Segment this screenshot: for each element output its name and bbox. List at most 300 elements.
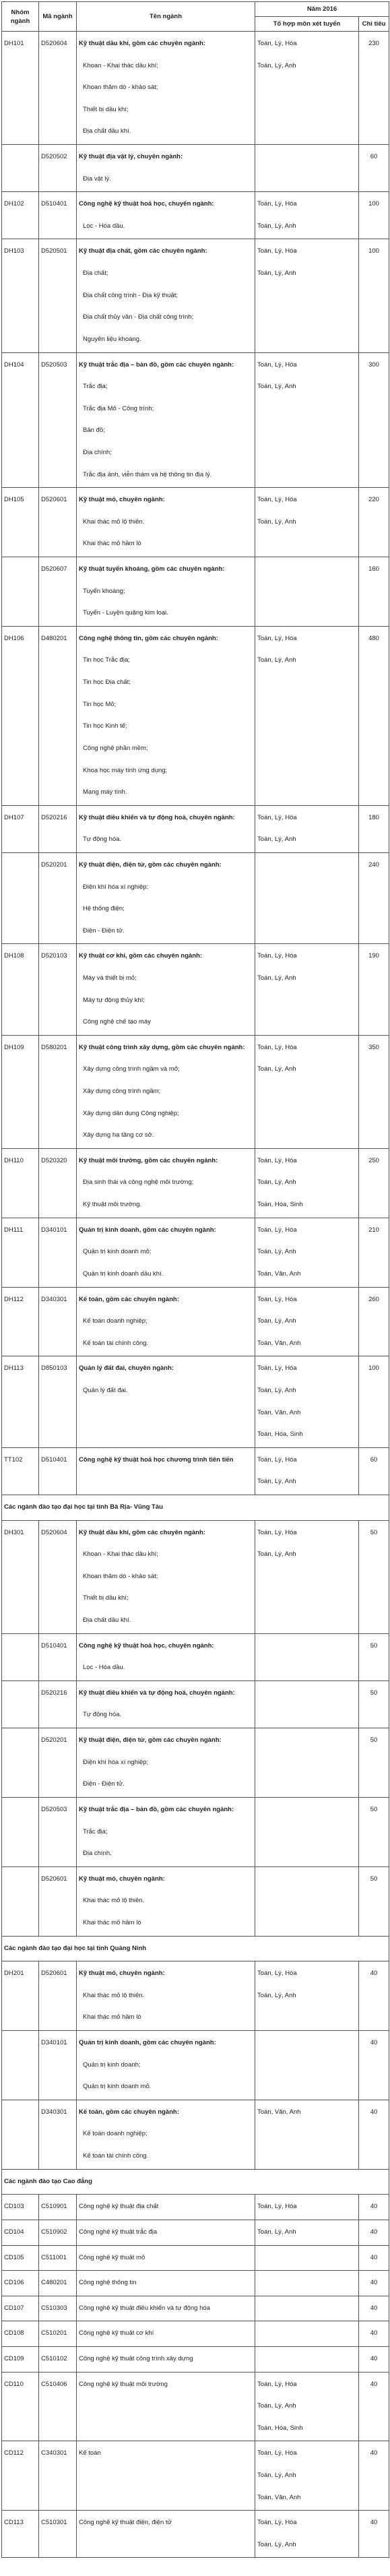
group-code	[2, 1680, 39, 1728]
subject-combo: Toán, Lý, Hóa	[257, 247, 297, 255]
major-code: C510406	[39, 2372, 77, 2441]
subject-combo: Toán, Lý, Hóa	[257, 1156, 297, 1164]
quota: 160	[359, 557, 389, 627]
quota: 60	[359, 145, 389, 192]
subject-combos	[255, 1356, 359, 1447]
group-code: DH301	[2, 1520, 39, 1633]
subject-combo: Toán, Lý, Anh	[257, 1386, 296, 1394]
quota: 300	[359, 352, 389, 488]
group-code: CD103	[2, 2195, 39, 2220]
specialization-item: Quản trị kinh doanh mỏ;	[83, 1248, 152, 1256]
quota: 40	[359, 2296, 389, 2321]
subject-combo: Toán, Lý, Hóa	[257, 1295, 297, 1303]
table-row	[2, 1218, 389, 1287]
major-name	[77, 805, 255, 852]
subject-combo: Toán, Lý, Anh	[257, 1317, 296, 1325]
specialization-item: Kế toán tài chính công.	[83, 1339, 149, 1347]
major-title: Kỹ thuật cơ khí, gồm các chuyên ngành:	[79, 952, 203, 960]
specialization-item: Lọc - Hóa dầu.	[83, 222, 125, 230]
group-code: DH104	[2, 352, 39, 488]
section-label: Các ngành đào tạo đại học tại tỉnh Bà Rịa- Vũng Tàu	[2, 1495, 389, 1521]
table-row	[2, 1866, 389, 1936]
group-code: CD108	[2, 2321, 39, 2347]
subject-combos	[255, 1728, 359, 1798]
major-code: D520601	[39, 488, 77, 557]
subject-combos	[255, 1961, 359, 2031]
major-code: D520604	[39, 32, 77, 145]
table-row	[2, 2511, 389, 2558]
subject-combo: Toán, Lý, Anh	[257, 1991, 296, 1999]
subject-combos	[255, 1287, 359, 1356]
subject-combo: Toán, Lý, Anh	[257, 836, 296, 844]
major-title: Kỹ thuật mỏ, chuyên ngành:	[79, 496, 165, 504]
major-code: D520501	[39, 239, 77, 352]
major-name	[77, 1633, 255, 1680]
major-title: Kỹ thuật trắc địa – bản đồ, gồm các chuyên ngành:	[79, 1805, 234, 1813]
specialization-item: Tin học Kinh tế;	[83, 722, 127, 730]
major-code: D340301	[39, 1287, 77, 1356]
specialization-item: Kế toán doanh nghiệp;	[83, 1317, 148, 1325]
quota: 40	[359, 2346, 389, 2372]
specialization-item: Điện - Điện tử.	[83, 1780, 125, 1788]
group-code: DH101	[2, 32, 39, 145]
specialization-item: Khoan - Khai thác dầu khí;	[83, 1550, 158, 1559]
quota: 100	[359, 192, 389, 239]
header-year: Năm 2016	[255, 2, 389, 17]
major-name	[77, 2372, 255, 2441]
major-name	[77, 2195, 255, 2220]
table-row	[2, 1728, 389, 1798]
subject-combo: Toán, Lý, Hóa	[257, 1455, 297, 1464]
major-code: D520320	[39, 1148, 77, 1218]
major-name	[77, 1447, 255, 1495]
specialization-item: Tin học Trắc địa;	[83, 656, 130, 664]
major-code: D340101	[39, 1218, 77, 1287]
table-row	[2, 1961, 389, 2031]
table-row	[2, 2031, 389, 2100]
subject-combo: Toán, Lý, Hóa	[257, 40, 297, 47]
table-row	[2, 1633, 389, 1680]
specialization-item: Thiết bị dầu khí;	[83, 105, 129, 113]
quota: 40	[359, 2220, 389, 2245]
specialization-item: Hệ thống điện;	[83, 905, 125, 913]
major-title: Kỹ thuật điều khiển và tự động hoá, chuyên ngành:	[79, 1689, 235, 1697]
table-row	[2, 1797, 389, 1866]
specialization-item: Địa chất công trình - Địa kỹ thuật;	[83, 291, 178, 299]
specialization-item: Kế toán tài chính công.	[83, 2152, 149, 2160]
major-title: Kỹ thuật địa chất, gồm các chuyên ngành:	[79, 247, 207, 255]
subject-combos	[255, 1447, 359, 1495]
major-code: D520503	[39, 1797, 77, 1866]
major-code: C510303	[39, 2296, 77, 2321]
quota: 100	[359, 1356, 389, 1447]
table-row	[2, 352, 389, 488]
subject-combos	[255, 488, 359, 557]
subject-combos	[255, 32, 359, 145]
quota: 260	[359, 1287, 389, 1356]
major-code: D480201	[39, 626, 77, 805]
subject-combos	[255, 2441, 359, 2511]
specialization-item: Địa chất thủy văn - Địa chất công trình;	[83, 313, 194, 321]
table-body	[2, 32, 389, 2558]
major-name	[77, 2511, 255, 2558]
subject-combo: Toán, Văn, Anh	[257, 2493, 301, 2501]
subject-combos	[255, 1866, 359, 1936]
major-name	[77, 239, 255, 352]
subject-combo: Toán, Lý, Anh	[257, 2228, 296, 2236]
quota: 40	[359, 2031, 389, 2100]
major-name	[77, 1728, 255, 1798]
specialization-item: Điện khí hóa xí nghiệp;	[83, 1758, 149, 1766]
group-code: DH113	[2, 1356, 39, 1447]
specialization-item: Nguyên liệu khoáng.	[83, 335, 141, 343]
group-code: CD113	[2, 2511, 39, 2558]
table-row	[2, 1680, 389, 1728]
major-code: D340101	[39, 2031, 77, 2100]
major-code: C510901	[39, 2195, 77, 2220]
specialization-item: Xây dựng công trình ngầm;	[83, 1088, 161, 1096]
subject-combo: Toán, Lý, Anh	[257, 2402, 296, 2410]
group-code: DH103	[2, 239, 39, 352]
major-title: Kế toán, gồm các chuyên ngành:	[79, 2108, 179, 2116]
specialization-item: Điện - Điện tử.	[83, 926, 125, 935]
major-name	[77, 2271, 255, 2296]
major-title: Kỹ thuật điều khiển và tự động hoá, chuyên ngành:	[79, 813, 235, 821]
quota: 40	[359, 2372, 389, 2441]
specialization-item: Địa chính.	[83, 1850, 112, 1858]
section-row	[2, 1936, 389, 1961]
specialization-item: Địa chất;	[83, 270, 108, 278]
major-title: Kỹ thuật địa vật lý, chuyên ngành:	[79, 153, 183, 161]
major-title: Công nghệ kỹ thuật công trình xây dựng	[79, 2354, 193, 2362]
specialization-item: Khai thác mỏ lộ thiên.	[83, 1991, 145, 1999]
specialization-item: Tin học Mỏ;	[83, 700, 117, 708]
major-title: Kỹ thuật tuyển khoáng, gồm các chuyên ngành:	[79, 565, 225, 573]
major-code: C480201	[39, 2271, 77, 2296]
table-row	[2, 2346, 389, 2372]
specialization-item: Địa vật lý.	[83, 175, 111, 183]
quota: 240	[359, 852, 389, 943]
major-title: Kỹ thuật dầu khí, gồm các chuyên ngành:	[79, 1528, 205, 1536]
major-name	[77, 2321, 255, 2347]
subject-combos	[255, 2031, 359, 2100]
major-code: D510401	[39, 192, 77, 239]
major-name	[77, 2346, 255, 2372]
table-row	[2, 2372, 389, 2441]
specialization-item: Khai thác mỏ hầm lò	[83, 2013, 141, 2021]
major-name	[77, 32, 255, 145]
major-title: Công nghệ kỹ thuật cơ khí	[79, 2329, 154, 2337]
specialization-item: Mạng máy tính.	[83, 788, 127, 796]
major-name	[77, 2031, 255, 2100]
group-code	[2, 2031, 39, 2100]
subject-combo: Toán, Lý, Anh	[257, 1248, 296, 1256]
subject-combo: Toán, Lý, Anh	[257, 2471, 296, 2479]
group-code: TT102	[2, 1447, 39, 1495]
specialization-item: Xây dựng dân dụng Công nghiệp;	[83, 1109, 179, 1117]
table-row	[2, 488, 389, 557]
major-name	[77, 557, 255, 627]
specialization-item: Quản trị kinh doanh;	[83, 2061, 141, 2069]
group-code: DH108	[2, 944, 39, 1035]
subject-combo: Toán, Lý, Hóa	[257, 200, 297, 208]
group-code: CD105	[2, 2245, 39, 2271]
major-title: Công nghệ kỹ thuật hoá học, chuyên ngành:	[79, 1641, 214, 1650]
subject-combo: Toán, Lý, Hóa	[257, 1226, 297, 1234]
subject-combos	[255, 192, 359, 239]
subject-combo: Toán, Lý, Anh	[257, 2540, 296, 2548]
major-code: D850103	[39, 1356, 77, 1447]
table-row	[2, 2321, 389, 2347]
specialization-item: Công nghệ chế tạo máy	[83, 1018, 151, 1026]
subject-combos	[255, 352, 359, 488]
major-name	[77, 1035, 255, 1148]
major-title: Kỹ thuật mỏ, chuyên ngành:	[79, 1875, 165, 1883]
group-code: DH102	[2, 192, 39, 239]
subject-combo: Toán, Lý, Anh	[257, 270, 296, 278]
page	[0, 1, 390, 2576]
major-title: Kỹ thuật môi trường, gồm các chuyên ngành:	[79, 1156, 218, 1164]
specialization-item: Tự động hóa.	[83, 836, 122, 844]
specialization-item: Địa chính;	[83, 448, 112, 456]
subject-combos	[255, 2271, 359, 2296]
major-code: D520607	[39, 557, 77, 627]
specialization-item: Công nghệ phần mềm;	[83, 744, 148, 752]
major-title: Kế toán	[79, 2449, 101, 2457]
specialization-item: Khoan thăm dò - khảo sát;	[83, 84, 158, 92]
quota: 50	[359, 1728, 389, 1798]
section-label: Các ngành đào tạo đại học tại tỉnh Quảng Ninh	[2, 1936, 389, 1961]
specialization-item: Khai thác mỏ hầm lò	[83, 1918, 141, 1926]
major-name	[77, 1218, 255, 1287]
subject-combos	[255, 1797, 359, 1866]
major-title: Công nghệ thông tin, gồm các chuyên ngành:	[79, 634, 218, 642]
group-code: DH106	[2, 626, 39, 805]
group-code: CD112	[2, 2441, 39, 2511]
quota: 40	[359, 2195, 389, 2220]
group-code	[2, 1728, 39, 1798]
quota: 60	[359, 1447, 389, 1495]
subject-combos	[255, 1633, 359, 1680]
subject-combo: Toán, Lý, Hóa	[257, 360, 297, 369]
major-title: Kỹ thuật điện, điện tử, gồm các chuyên ngành:	[79, 860, 222, 869]
subject-combos	[255, 2296, 359, 2321]
group-code: CD110	[2, 2372, 39, 2441]
subject-combo: Toán, Văn, Anh	[257, 1269, 301, 1278]
major-code: D520604	[39, 1520, 77, 1633]
subject-combos	[255, 805, 359, 852]
subject-combo: Toán, Lý, Anh	[257, 1179, 296, 1187]
table-row	[2, 2195, 389, 2220]
subject-combos	[255, 1680, 359, 1728]
subject-combos	[255, 2220, 359, 2245]
quota: 40	[359, 2441, 389, 2511]
header-group: Nhóm ngành	[2, 2, 39, 32]
group-code	[2, 145, 39, 192]
header-name: Tên ngành	[77, 2, 255, 32]
major-name	[77, 1356, 255, 1447]
table-row	[2, 2245, 389, 2271]
table-row	[2, 1520, 389, 1633]
table-row	[2, 944, 389, 1035]
table-row	[2, 2441, 389, 2511]
quota: 100	[359, 239, 389, 352]
quota: 50	[359, 1633, 389, 1680]
subject-combos	[255, 1218, 359, 1287]
subject-combos	[255, 2100, 359, 2169]
subject-combo: Toán, Lý, Anh	[257, 1550, 296, 1559]
specialization-item: Khoan thăm dò - khảo sát;	[83, 1572, 158, 1580]
subject-combos	[255, 626, 359, 805]
specialization-item: Khai thác mỏ lộ thiên.	[83, 517, 145, 526]
major-title: Công nghệ kỹ thuật địa chất	[79, 2203, 159, 2211]
table-row	[2, 626, 389, 805]
specialization-item: Quản trị kinh doanh dầu khí.	[83, 1269, 164, 1278]
subject-combo: Toán, Lý, Hóa	[257, 2380, 297, 2388]
quota: 250	[359, 1148, 389, 1218]
specialization-item: Trắc địa;	[83, 383, 108, 391]
specialization-item: Quản lý đất đai.	[83, 1386, 128, 1394]
table-row	[2, 239, 389, 352]
major-code: D580201	[39, 1035, 77, 1148]
section-label: Các ngành đào tạo Cao đẳng	[2, 2169, 389, 2195]
major-name	[77, 852, 255, 943]
subject-combos	[255, 2245, 359, 2271]
quota: 40	[359, 2511, 389, 2558]
specialization-item: Địa chất dầu khí.	[83, 1616, 131, 1625]
major-title: Công nghệ kỹ thuật hoá học, chuyên ngành:	[79, 200, 214, 208]
table-row	[2, 2296, 389, 2321]
major-title: Công nghệ kỹ thuật mỏ	[79, 2253, 145, 2261]
table-row	[2, 557, 389, 627]
specialization-item: Khoa học máy tính ứng dụng;	[83, 766, 168, 774]
major-title: Công nghệ kỹ thuật môi trường	[79, 2380, 168, 2388]
specialization-item: Khai thác mỏ hầm lò	[83, 540, 141, 548]
major-code: C510902	[39, 2220, 77, 2245]
major-name	[77, 145, 255, 192]
subject-combos	[255, 1520, 359, 1633]
major-title: Công nghệ kỹ thuật điện, điện tử	[79, 2519, 172, 2527]
subject-combo: Toán, Lý, Anh	[257, 1478, 296, 1486]
major-code: D520503	[39, 352, 77, 488]
quota: 230	[359, 32, 389, 145]
subject-combo: Toán, Lý, Hóa	[257, 496, 297, 504]
subject-combo: Toán, Lý, Hóa	[257, 2449, 297, 2457]
specialization-item: Xây dựng hạ tầng cơ sở.	[83, 1131, 154, 1139]
specialization-item: Tuyển - Luyện quặng kim loại.	[83, 609, 168, 617]
quota: 190	[359, 944, 389, 1035]
subject-combo: Toán, Lý, Hóa	[257, 1528, 297, 1536]
major-name	[77, 626, 255, 805]
major-name	[77, 1680, 255, 1728]
specialization-item: Tin học Địa chất;	[83, 679, 131, 687]
table-row	[2, 2100, 389, 2169]
table-row	[2, 1148, 389, 1218]
major-code: C510301	[39, 2511, 77, 2558]
major-code: D520216	[39, 1680, 77, 1728]
subject-combos	[255, 1035, 359, 1148]
major-title: Công nghệ kỹ thuật hoá học chương trình tiên tiến	[79, 1455, 234, 1464]
subject-combo: Toán, Lý, Anh	[257, 61, 296, 69]
table-row	[2, 192, 389, 239]
subject-combo: Toán, Lý, Anh	[257, 1065, 296, 1073]
quota: 50	[359, 1680, 389, 1728]
major-name	[77, 192, 255, 239]
table-row	[2, 1035, 389, 1148]
major-code: D520201	[39, 852, 77, 943]
major-name	[77, 1866, 255, 1936]
subject-combos	[255, 145, 359, 192]
major-name	[77, 1961, 255, 2031]
subject-combo: Toán, Lý, Anh	[257, 656, 296, 664]
group-code	[2, 1866, 39, 1936]
group-code: DH109	[2, 1035, 39, 1148]
subject-combo: Toán, Lý, Hóa	[257, 952, 297, 960]
major-name	[77, 1520, 255, 1633]
section-row	[2, 2169, 389, 2195]
subject-combo: Toán, Lý, Anh	[257, 517, 296, 526]
quota: 480	[359, 626, 389, 805]
specialization-item: Địa sinh thái và công nghệ môi trường;	[83, 1179, 194, 1187]
major-code: C510102	[39, 2346, 77, 2372]
table-row	[2, 852, 389, 943]
group-code	[2, 1797, 39, 1866]
quota: 50	[359, 1520, 389, 1633]
quota: 40	[359, 2321, 389, 2347]
specialization-item: Địa chất dầu khí.	[83, 127, 131, 135]
subject-combo: Toán, Lý, Anh	[257, 222, 296, 230]
subject-combo: Toán, Văn, Anh	[257, 2108, 301, 2116]
specialization-item: Kế toán doanh nghiệp;	[83, 2130, 148, 2138]
quota: 180	[359, 805, 389, 852]
header-quota: Chỉ tiêu	[359, 17, 389, 32]
group-code: DH105	[2, 488, 39, 557]
table-row	[2, 2271, 389, 2296]
specialization-item: Điện khí hóa xí nghiệp;	[83, 883, 149, 891]
specialization-item: Máy tự động thủy khí;	[83, 996, 145, 1004]
major-name	[77, 1287, 255, 1356]
major-code: C340301	[39, 2441, 77, 2511]
group-code: CD109	[2, 2346, 39, 2372]
table-row	[2, 2220, 389, 2245]
major-name	[77, 2220, 255, 2245]
quota: 350	[359, 1035, 389, 1148]
major-title: Kỹ thuật công trình xây dựng, gồm các chuyên ngành:	[79, 1043, 245, 1051]
subject-combo: Toán, Văn, Anh	[257, 1339, 301, 1347]
header-subjects: Tổ hợp môn xét tuyển	[255, 17, 359, 32]
specialization-item: Quản trị kinh doanh mỏ.	[83, 2083, 152, 2091]
group-code: DH112	[2, 1287, 39, 1356]
major-code: D510401	[39, 1447, 77, 1495]
subject-combo: Toán, Lý, Hóa	[257, 2519, 297, 2527]
group-code: CD107	[2, 2296, 39, 2321]
major-code: C511001	[39, 2245, 77, 2271]
subject-combos	[255, 2511, 359, 2558]
major-code: D520103	[39, 944, 77, 1035]
quota: 40	[359, 1961, 389, 2031]
major-title: Công nghệ kỹ thuật trắc địa	[79, 2228, 158, 2236]
major-code: D510401	[39, 1633, 77, 1680]
subject-combo: Toán, Hóa, Sinh	[257, 1201, 303, 1209]
subject-combo: Toán, Lý, Hóa	[257, 813, 297, 821]
specialization-item: Tự động hóa.	[83, 1711, 122, 1719]
group-code	[2, 557, 39, 627]
table-row	[2, 1287, 389, 1356]
group-code	[2, 2100, 39, 2169]
major-code: C510201	[39, 2321, 77, 2347]
group-code: DH110	[2, 1148, 39, 1218]
major-name	[77, 488, 255, 557]
